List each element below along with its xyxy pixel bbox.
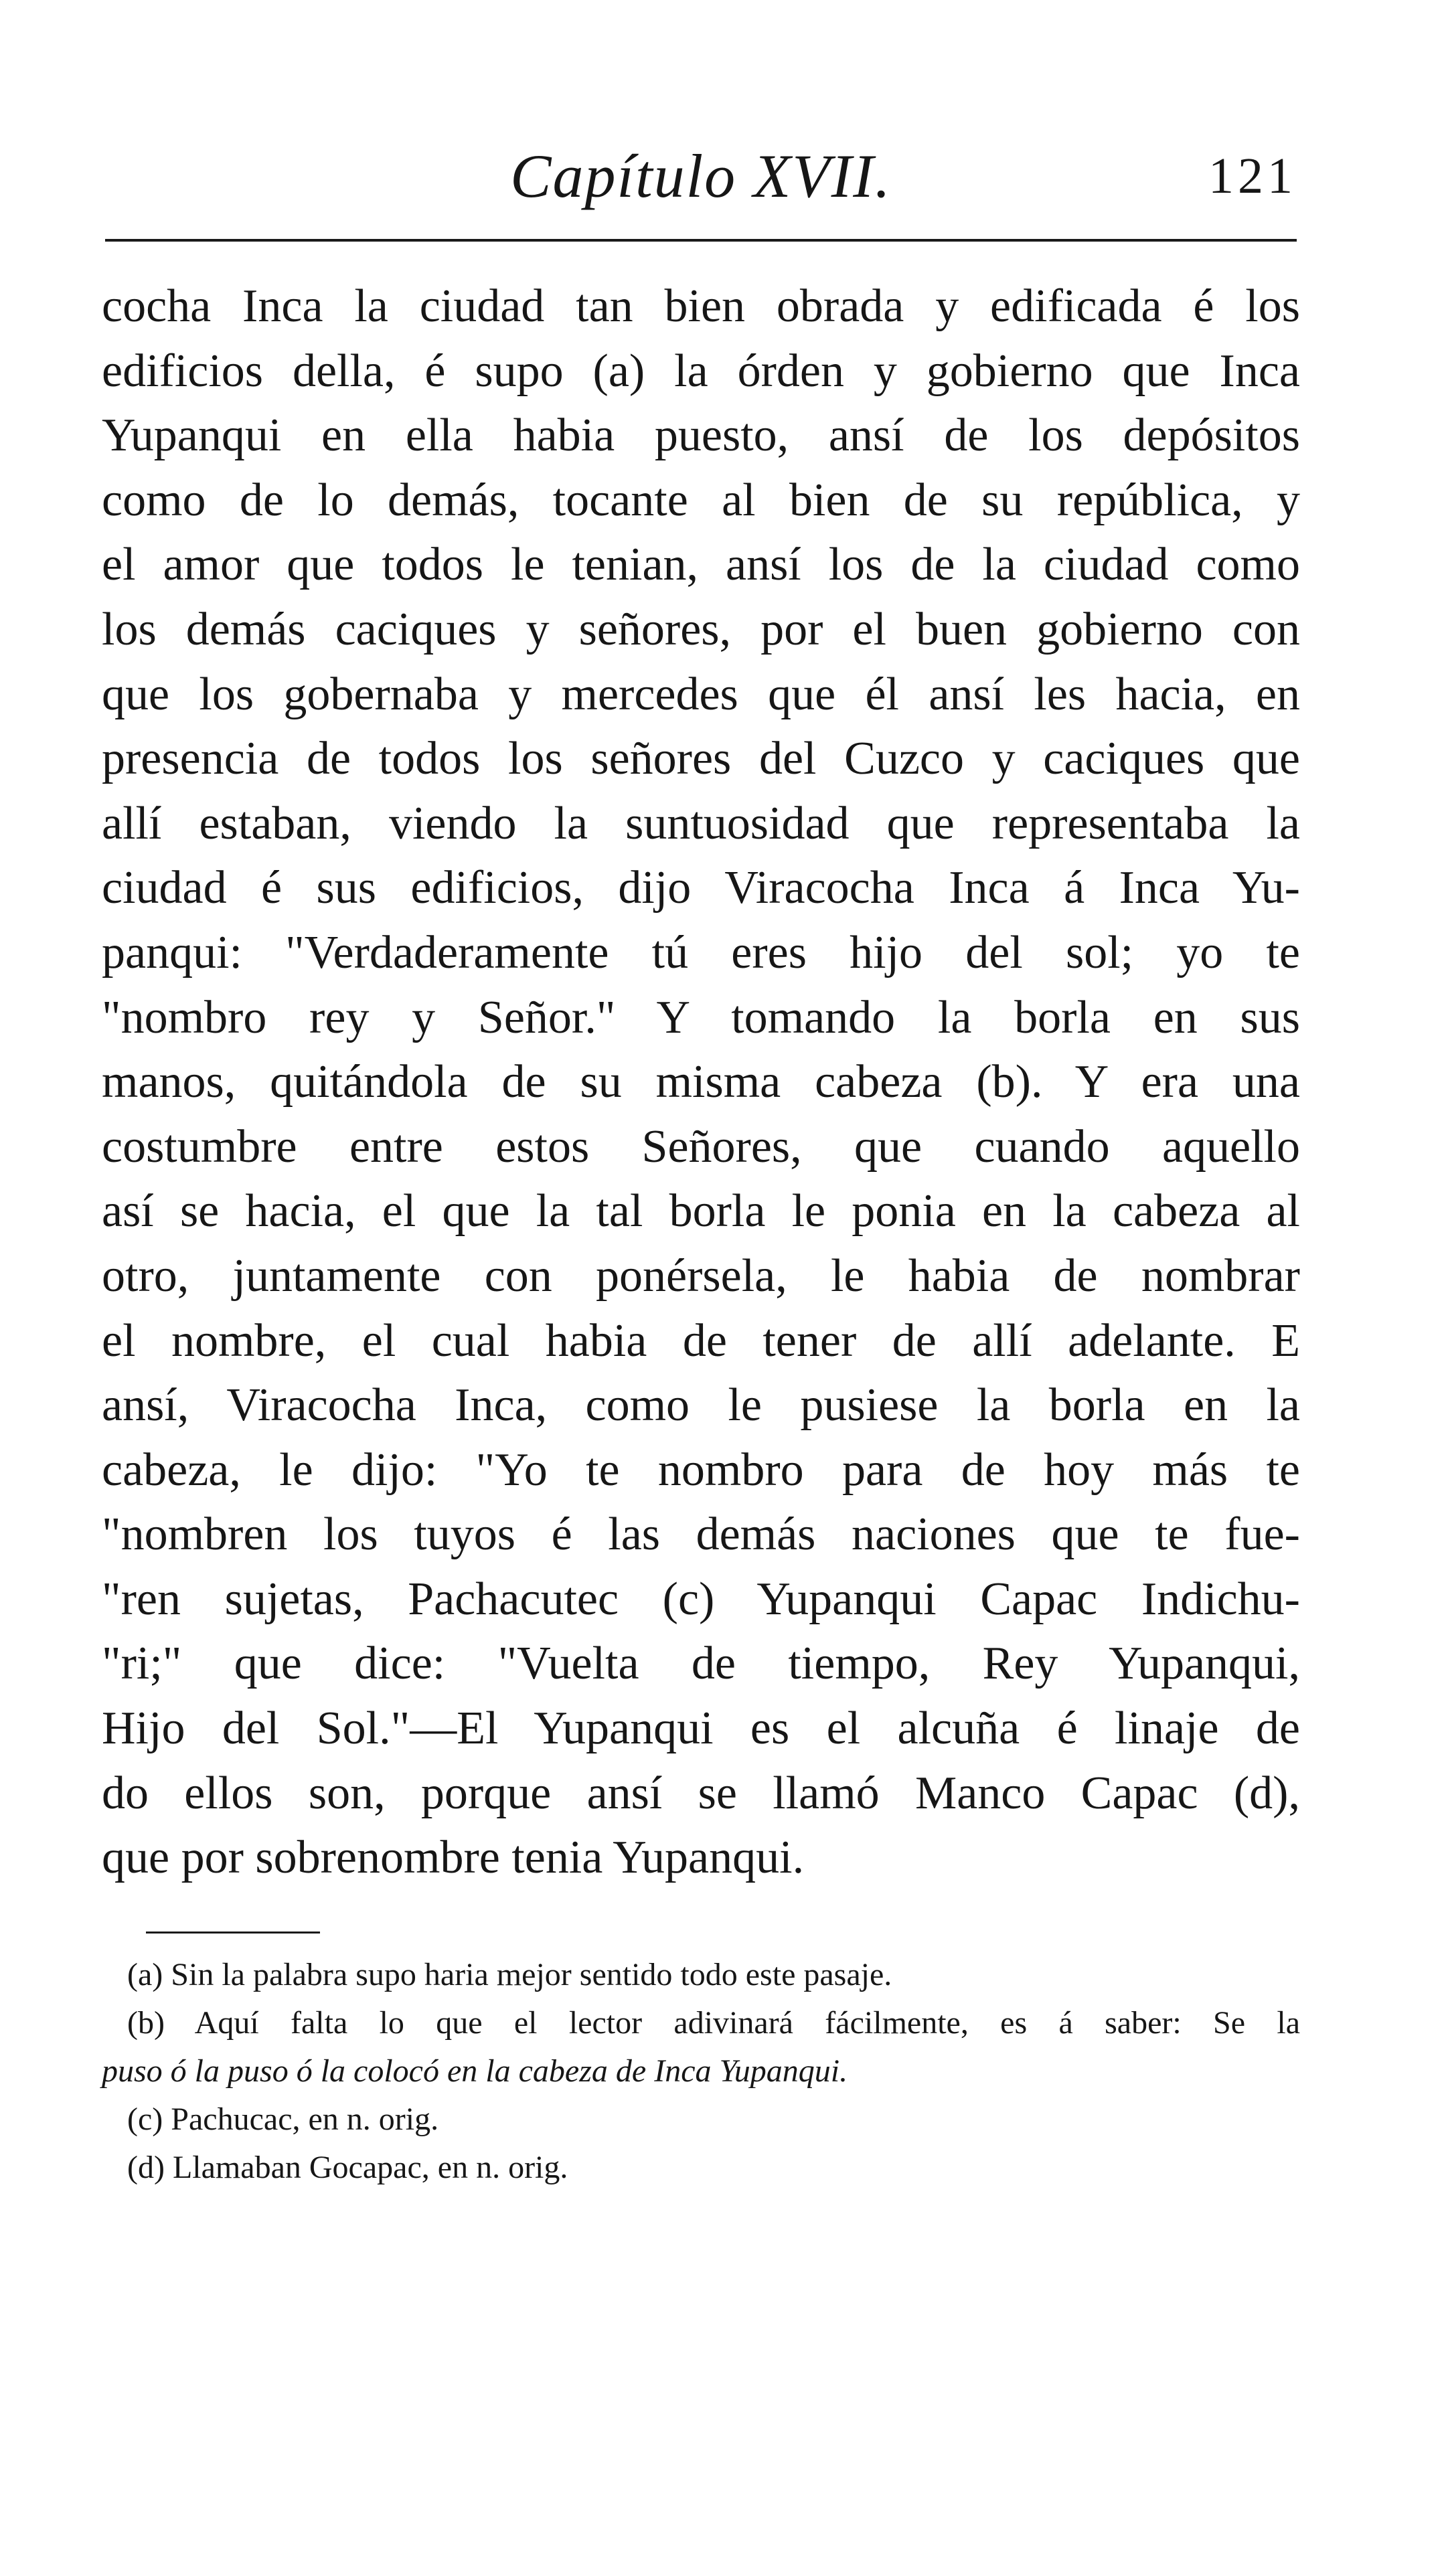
body-line: "ri;" que dice: "Vuelta de tiempo, Rey Yupanqui, (102, 1638, 1300, 1690)
body-line: como de lo demás, tocante al bien de su república, y (102, 474, 1300, 526)
running-head (105, 139, 1297, 213)
footnote-text: Aquí falta lo que el lector adivinará fácilmente, es á saber: Se la (194, 2005, 1301, 2041)
body-line: costumbre entre estos Señores, que cuando aquello (102, 1120, 1300, 1173)
body-line: el amor que todos le tenian, ansí los de la ciudad como (102, 539, 1300, 591)
body-line: ansí, Viracocha Inca, como le pusiese la borla en la (102, 1379, 1300, 1432)
footnote-mark: (c) (127, 2101, 163, 2137)
body-line: Yupanqui en ella habia puesto, ansí de los depósitos (102, 410, 1300, 462)
body-line: Hijo del Sol."—El Yupanqui es el alcuña é linaje de (102, 1703, 1300, 1755)
body-line: "nombren los tuyos é las demás naciones que te fue- (102, 1509, 1300, 1561)
footnote-d (102, 2144, 1300, 2192)
body-text (102, 274, 1300, 1891)
body-line: "nombro rey y Señor." Y tomando la borla en sus (102, 991, 1300, 1043)
footnote-b-continuation: puso ó la puso ó la colocó en la cabeza de Inca Yupanqui. (102, 2053, 848, 2089)
header-rule (105, 239, 1297, 242)
body-line: panqui: "Verdaderamente tú eres hijo del sol; yo te (102, 926, 1300, 978)
body-line: "ren sujetas, Pachacutec (c) Yupanqui Capac Indichu- (102, 1573, 1300, 1625)
body-line: los demás caciques y señores, por el buen gobierno con (102, 603, 1300, 655)
footnote-text: Llamaban Gocapac, en n. orig. (172, 2150, 568, 2185)
body-line: do ellos son, porque ansí se llamó Manco Capac (d), (102, 1767, 1300, 1819)
body-line: presencia de todos los señores del Cuzco y caciques que (102, 733, 1300, 785)
footnotes (102, 1951, 1300, 2192)
footnote-mark: (a) (127, 1957, 163, 1992)
body-line: que los gobernaba y mercedes que él ansí les hacia, en (102, 668, 1300, 720)
footnote-rule (146, 1931, 320, 1934)
footnote-text: Sin la palabra supo haria mejor sentido todo este pasaje. (171, 1957, 892, 1992)
footnote-text: Pachucac, en n. orig. (171, 2101, 439, 2137)
page-number: 121 (1208, 148, 1297, 204)
footnote-b (102, 1999, 1300, 2047)
body-line: cocha Inca la ciudad tan bien obrada y edificada é los (102, 280, 1300, 332)
footnote-a (102, 1951, 1300, 1999)
body-line: manos, quitándola de su misma cabeza (b). Y era una (102, 1056, 1300, 1108)
body-line: así se hacia, el que la tal borla le ponia en la cabeza al (102, 1185, 1300, 1237)
body-line: edificios della, é supo (a) la órden y gobierno que Inca (102, 345, 1300, 397)
body-line: ciudad é sus edificios, dijo Viracocha Inca á Inca Yu- (102, 862, 1300, 914)
body-line: que por sobrenombre tenia Yupanqui. (102, 1832, 805, 1884)
body-line: cabeza, le dijo: "Yo te nombro para de hoy más te (102, 1444, 1300, 1496)
footnote-mark: (b) (127, 2005, 165, 2041)
footnote-c (102, 2095, 1300, 2144)
body-line: el nombre, el cual habia de tener de allí adelante. E (102, 1314, 1300, 1367)
footnote-mark: (d) (127, 2150, 165, 2185)
body-line: otro, juntamente con ponérsela, le habia de nombrar (102, 1250, 1300, 1302)
body-line: allí estaban, viendo la suntuosidad que representaba la (102, 797, 1300, 849)
chapter-title: Capítulo XVII. (510, 142, 892, 210)
